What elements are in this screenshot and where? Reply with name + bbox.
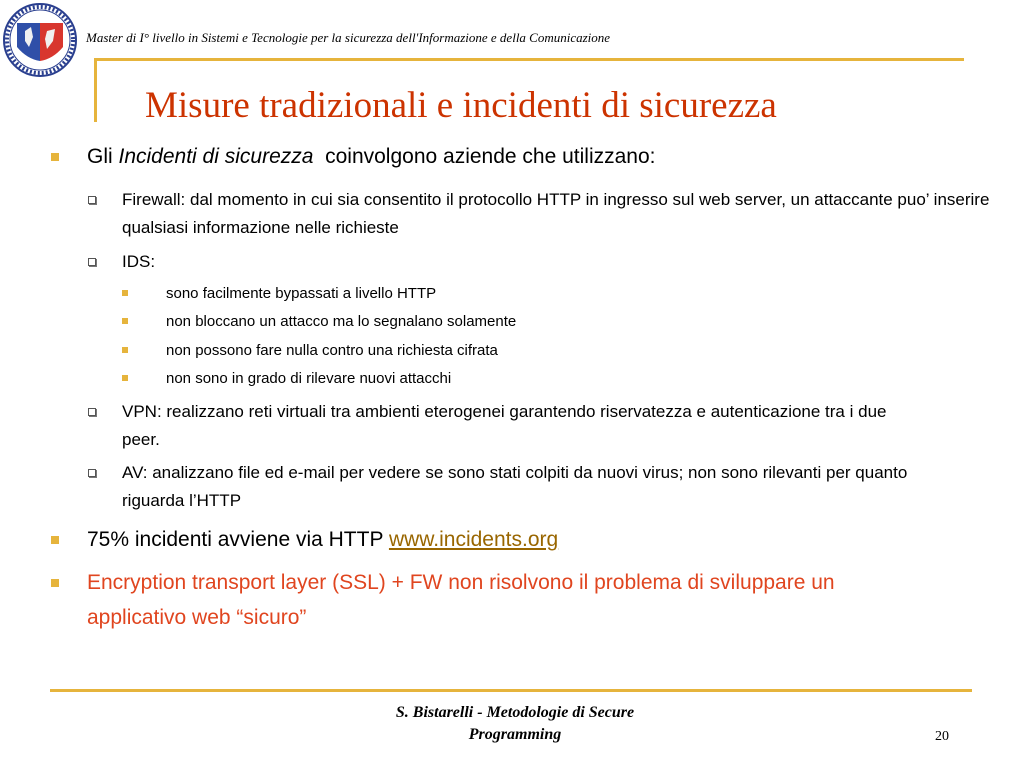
square-bullet-icon: [122, 347, 128, 353]
intro-bullet: [87, 139, 987, 174]
list-item-ids: [122, 248, 1002, 276]
subitem-text: non sono in grado di rilevare nuovi attacchi: [166, 370, 452, 387]
checkbox-bullet-icon: [88, 408, 96, 416]
intro-prefix: Gli: [87, 145, 119, 168]
footer-author: [320, 702, 710, 746]
checkbox-bullet-icon: [88, 196, 96, 204]
item-text: VPN: realizzano reti virtuali tra ambienti eterogenei garantendo riservatezza e autenticazione tra i due peer.: [122, 402, 887, 449]
ids-subitem: [166, 341, 498, 361]
footer-line-2: Programming: [468, 726, 562, 743]
page-number: 20: [935, 729, 949, 744]
slide-title: Misure tradizionali e incidenti di sicurezza: [145, 85, 777, 126]
square-bullet-icon: [122, 318, 128, 324]
square-bullet-icon: [51, 579, 59, 587]
stat-text: 75% incidenti avviene via HTTP: [87, 528, 389, 551]
item-text: Firewall: dal momento in cui sia consentito il protocollo HTTP in ingresso sul web server, un attaccante puo’ inserire qualsiasi informazione nelle richieste: [122, 190, 990, 237]
subitem-text: sono facilmente bypassati a livello HTTP: [166, 285, 437, 302]
conclusion-text: Encryption transport layer (SSL) + FW non risolvono il problema di sviluppare un applicativo web “sicuro”: [87, 571, 835, 629]
item-text: AV: analizzano file ed e-mail per vedere se sono stati colpiti da nuovi virus; non sono rilevanti per quanto riguarda l’HTTP: [122, 463, 908, 510]
footer-divider: [50, 689, 972, 692]
square-bullet-icon: [51, 153, 59, 161]
course-header: Master di I° livello in Sistemi e Tecnologie per la sicurezza dell'Informazione e della Comunicazione: [86, 30, 611, 45]
checkbox-bullet-icon: [88, 469, 96, 477]
intro-italic: Incidenti di sicurezza: [118, 145, 314, 168]
list-item-av: [122, 459, 942, 515]
square-bullet-icon: [122, 290, 128, 296]
conclusion-bullet: [87, 565, 907, 635]
header-divider: [94, 58, 964, 61]
list-item-vpn: [122, 398, 902, 454]
checkbox-bullet-icon: [88, 258, 96, 266]
ids-subitem: [166, 312, 516, 332]
stat-bullet: [87, 522, 987, 557]
square-bullet-icon: [51, 536, 59, 544]
ids-subitem: [166, 284, 436, 304]
subitem-text: non bloccano un attacco ma lo segnalano solamente: [166, 313, 517, 330]
subitem-text: non possono fare nulla contro una richiesta cifrata: [166, 342, 498, 359]
incidents-link[interactable]: www.incidents.org: [388, 528, 559, 551]
list-item-firewall: [122, 186, 1002, 242]
ids-subitem: [166, 369, 451, 389]
university-seal-logo: [3, 3, 77, 77]
intro-suffix: coinvolgono aziende che utilizzano:: [313, 145, 656, 168]
item-text: IDS:: [122, 252, 156, 271]
footer-line-1: S. Bistarelli - Metodologie di Secure: [395, 704, 635, 721]
square-bullet-icon: [122, 375, 128, 381]
header-vertical-divider: [94, 60, 97, 122]
